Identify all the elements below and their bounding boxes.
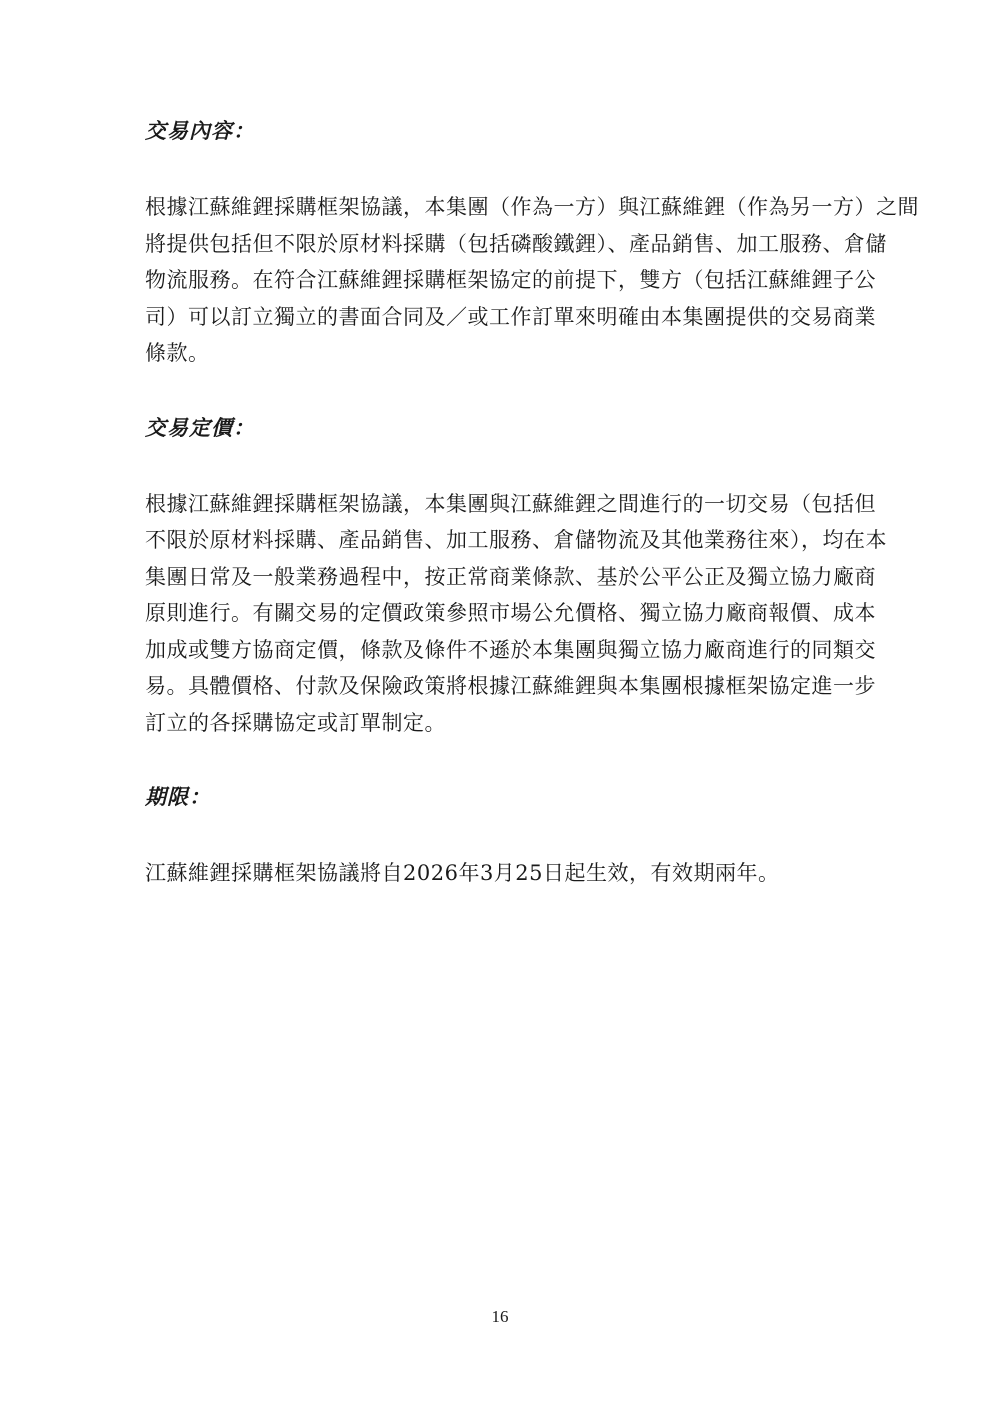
text-line: 司）可以訂立獨立的書面合同及／或工作訂單來明確由本集團提供的交易商業: [145, 304, 876, 329]
page-content: [145, 113, 919, 892]
text-line: 訂立的各採購協定或訂單制定。: [145, 710, 446, 735]
text-line: 將提供包括但不限於原材料採購（包括磷酸鐵鋰）、產品銷售、加工服務、倉儲: [145, 231, 887, 256]
section-heading-transaction-pricing: 交易定價：: [145, 415, 255, 440]
text-line: 物流服務。在符合江蘇維鋰採購框架協定的前提下，雙方（包括江蘇維鋰子公: [145, 268, 876, 292]
text-line: 易。具體價格、付款及保險政策將根據江蘇維鋰與本集團根據框架協定進一步: [145, 674, 876, 698]
paragraph-transaction-content: [145, 189, 919, 372]
page-number: 16: [491, 1307, 509, 1326]
text-line: 原則進行。有關交易的定價政策參照市場公允價格、獨立協力廠商報價、成本: [145, 601, 876, 625]
text-line: 加成或雙方協商定價，條款及條件不遜於本集團與獨立協力廠商進行的同類交: [145, 637, 876, 662]
section-heading-term: 期限：: [145, 785, 211, 809]
section-heading-transaction-content: 交易內容：: [145, 119, 255, 143]
text-line: 根據江蘇維鋰採購框架協議，本集團（作為一方）與江蘇維鋰（作為另一方）之間: [145, 195, 919, 219]
text-line: 條款。: [145, 341, 210, 365]
paragraph-term: [145, 855, 910, 892]
text-line: 集團日常及一般業務過程中，按正常商業條款、基於公平公正及獨立協力廠商: [145, 564, 876, 589]
text-line: 江蘇維鋰採購框架協議將自2026年3月25日起生效，有效期兩年。: [145, 861, 780, 885]
text-line: 根據江蘇維鋰採購框架協議，本集團與江蘇維鋰之間進行的一切交易（包括但: [145, 491, 876, 516]
text-line: 不限於原材料採購、產品銷售、加工服務、倉儲物流及其他業務往來），均在本: [145, 528, 887, 552]
paragraph-transaction-pricing: [145, 486, 910, 742]
